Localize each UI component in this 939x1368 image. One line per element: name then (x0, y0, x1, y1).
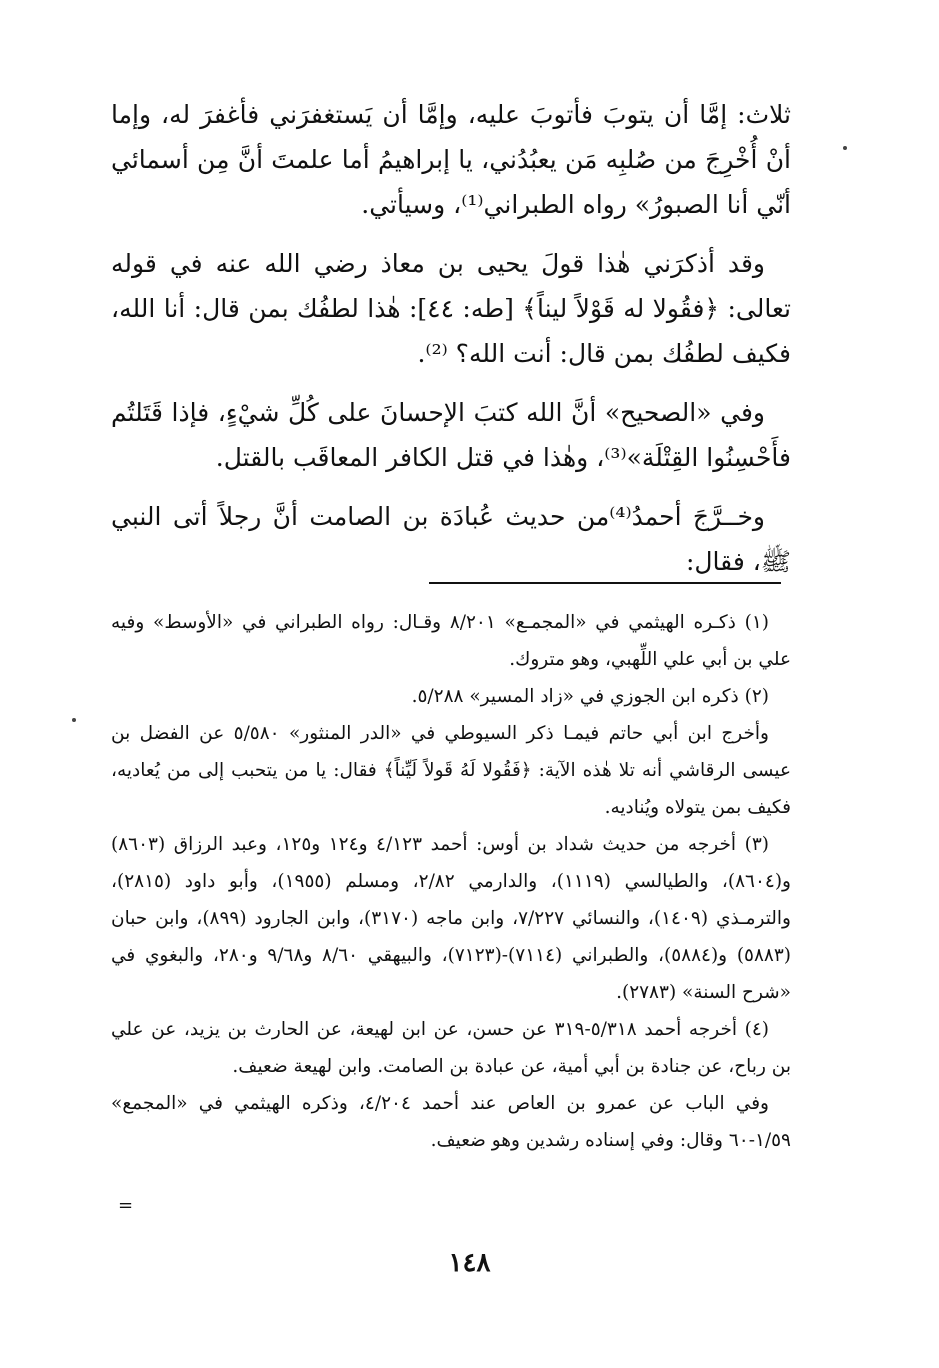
scan-speck (72, 718, 76, 722)
footnote-2-continued: وأخرج ابن أبي حاتم فيمـا ذكر السيوطي في «الدر المنثور» ٥/٥٨٠ عن الفضل بن عيسى الرقاشي أنه تلا هٰذه الآية: ﴿فَقُولا لَهُ قَولاً لَيِّناً﴾ فقال: يا من يتحبب إلى من يُعاديه، فكيف بمن يتولاه ويُناديه. (111, 723, 791, 818)
main-text-block (111, 92, 791, 598)
footnote-4: (٤) أخرجه أحمد ٥/٣١٨-٣١٩ عن حسن، عن ابن لهيعة، عن الحارث بن يزيد، عن علي بن رباح، عن جنادة بن أبي أمية، عن عبادة بن الصامت. وابن لهيعة ضعيف. (111, 1019, 791, 1077)
footnote-3: (٣) أخرجه من حديث شداد بن أوس: أحمد ٤/١٢٣ و١٢٤ و١٢٥، وعبد الرزاق (٨٦٠٣) و(٨٦٠٤)، والطيالسي (١١١٩)، والدارمي ٢/٨٢، ومسلم (١٩٥٥)، وأبو داود (٢٨١٥)، والترمـذي (١٤٠٩)، والنسائي ٧/٢٢٧، وابن ماجه (٣١٧٠)، وابن الجارود (٨٩٩)، وابن حبان (٥٨٨٣) و(٥٨٨٤)، والطبراني (٧١١٤)-(٧١٢٣)، والبيهقي ٨/٦٠ و٩/٦٨ و٢٨٠، والبغوي في «شرح السنة» (٢٧٨٣). (111, 834, 791, 1003)
footnote-2: (٢) ذكره ابن الجوزي في «زاد المسير» ٥/٢٨٨. (411, 686, 769, 707)
footnotes-block (111, 604, 791, 1159)
continuation-mark: = (118, 1195, 134, 1216)
paragraph-2: وقد أذكرَني هٰذا قولَ يحيى بن معاذ رضي الله عنه في قوله تعالى: ﴿فقُولا له قَوْلاً ليناً﴾ [طه: ٤٤]: هٰذا لطفُك بمن قال: أنا الله، فكيف لطفُك بمن قال: أنت الله؟ ⁽²⁾. (111, 249, 791, 368)
page-number: ١٤٨ (448, 1248, 491, 1278)
scan-speck (843, 146, 847, 150)
paragraph-3: وفي «الصحيح» أنَّ الله كتبَ الإحسانَ على كُلِّ شيْءٍ، فإذا قَتَلتُم فأَحْسِنُوا القِتْلَة»⁽³⁾، وهٰذا في قتل الكافر المعاقَب بالقتل. (111, 398, 791, 472)
footnote-separator (429, 582, 781, 584)
paragraph-4: وخــرَّجَ أحمدُ⁽⁴⁾من حديث عُبادَة بن الصامت أنَّ رجلاً أتى النبي ﷺ، فقال: (111, 502, 791, 576)
footnote-4-continued: وفي الباب عن عمرو بن العاص عند أحمد ٤/٢٠٤، وذكره الهيثمي في «المجمع» ١/٥٩-٦٠ وقال: وفي إسناده رشدين وهو ضعيف. (111, 1093, 791, 1151)
paragraph-1: ثلاث: إمَّا أن يتوبَ فأتوبَ عليه، وإمَّا أن يَستغفرَني فأغفرَ له، وإما أنْ أُخْرِجَ من صُلبِه مَن يعبُدُني، يا إبراهيمُ أما علمتَ أنَّ مِن أسمائي أنّي أنا الصبورُ» رواه الطبراني⁽¹⁾، وسيأتي. (111, 100, 791, 219)
footnote-1: (١) ذكـره الهيثمي في «المجمـع» ٨/٢٠١ وقـال: رواه الطبراني في «الأوسط» وفيه علي بن أبي علي اللِّهبي، وهو متروك. (111, 612, 791, 670)
